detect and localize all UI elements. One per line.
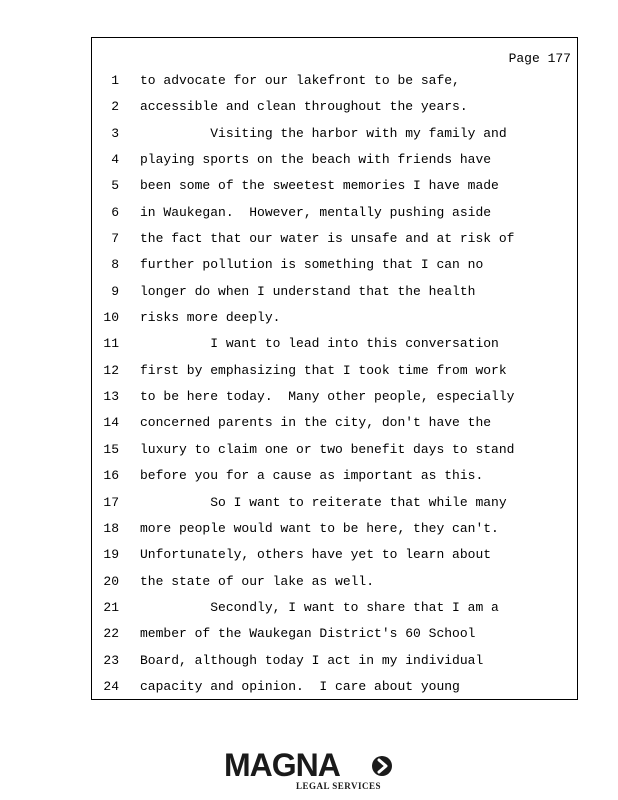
line-text: further pollution is something that I can no <box>140 257 484 273</box>
line-number: 8 <box>111 257 119 273</box>
transcript-line <box>92 229 577 255</box>
transcript-line <box>92 334 577 360</box>
transcript-line <box>92 124 577 150</box>
transcript-line <box>92 387 577 413</box>
line-text: accessible and clean throughout the years. <box>140 99 468 115</box>
line-number: 6 <box>111 204 119 220</box>
line-number: 17 <box>103 494 119 510</box>
transcript-line <box>92 255 577 281</box>
line-text: capacity and opinion. I care about young <box>140 678 460 694</box>
transcript-line <box>92 308 577 334</box>
transcript-line <box>92 440 577 466</box>
line-number: 1 <box>111 73 119 88</box>
transcript-line <box>92 624 577 650</box>
line-text: in Waukegan. However, mentally pushing aside <box>140 204 492 220</box>
line-number: 10 <box>103 310 119 326</box>
line-text: to advocate for our lakefront to be safe, <box>140 73 460 88</box>
line-number: 21 <box>103 599 119 615</box>
line-number: 18 <box>103 520 119 536</box>
line-number: 15 <box>103 441 119 457</box>
arrow-right-circle-icon <box>371 755 393 777</box>
line-text: luxury to claim one or two benefit days to stand <box>140 441 515 457</box>
transcript-line <box>92 282 577 308</box>
line-text: longer do when I understand that the health <box>140 283 476 299</box>
transcript-line <box>92 176 577 202</box>
line-number: 22 <box>103 626 119 642</box>
line-text: member of the Waukegan District's 60 School <box>140 626 476 642</box>
line-text: before you for a cause as important as this. <box>140 468 484 484</box>
page-number: Page 177 <box>508 51 571 66</box>
line-number: 9 <box>111 283 119 299</box>
transcript-line <box>92 493 577 519</box>
line-number: 23 <box>103 652 119 668</box>
line-text: So I want to reiterate that while many <box>140 494 507 510</box>
transcript-page <box>91 37 578 700</box>
transcript-line <box>92 466 577 492</box>
transcript-line <box>92 598 577 624</box>
line-number: 19 <box>103 547 119 563</box>
line-number: 13 <box>103 389 119 405</box>
transcript-line <box>92 545 577 571</box>
line-text: the fact that our water is unsafe and at risk of <box>140 231 515 247</box>
transcript-line <box>92 361 577 387</box>
line-number: 24 <box>103 678 119 694</box>
logo-wordmark: MAGNA <box>224 747 340 783</box>
line-text: risks more deeply. <box>140 310 281 326</box>
line-number: 5 <box>111 178 119 194</box>
transcript-line <box>92 519 577 545</box>
line-number: 16 <box>103 468 119 484</box>
line-number: 4 <box>111 152 119 168</box>
transcript-line <box>92 97 577 123</box>
line-text: Secondly, I want to share that I am a <box>140 599 499 615</box>
line-text: concerned parents in the city, don't have the <box>140 415 492 431</box>
transcript-line <box>92 71 577 97</box>
line-number: 11 <box>103 336 119 352</box>
line-text: Unfortunately, others have yet to learn about <box>140 547 492 563</box>
line-text: Board, although today I act in my individual <box>140 652 484 668</box>
line-text: first by emphasizing that I took time from work <box>140 362 507 378</box>
transcript-line <box>92 651 577 677</box>
line-text: the state of our lake as well. <box>140 573 375 589</box>
transcript-line <box>92 203 577 229</box>
line-number: 12 <box>103 362 119 378</box>
transcript-line <box>92 150 577 176</box>
line-text: playing sports on the beach with friends have <box>140 152 492 168</box>
line-number: 20 <box>103 573 119 589</box>
transcript-line <box>92 413 577 439</box>
transcript-line <box>92 572 577 598</box>
line-text: to be here today. Many other people, especially <box>140 389 515 405</box>
line-text: Visiting the harbor with my family and <box>140 125 507 141</box>
line-text: more people would want to be here, they can't. <box>140 520 499 536</box>
line-text: been some of the sweetest memories I have made <box>140 178 499 194</box>
line-number: 14 <box>103 415 119 431</box>
line-number: 3 <box>111 125 119 141</box>
transcript-line <box>92 677 577 703</box>
transcript-lines <box>92 71 577 703</box>
magna-logo <box>224 748 399 794</box>
line-text: I want to lead into this conversation <box>140 336 499 352</box>
line-number: 7 <box>111 231 119 247</box>
line-number: 2 <box>111 99 119 115</box>
logo-subtitle: LEGAL SERVICES <box>296 781 381 791</box>
